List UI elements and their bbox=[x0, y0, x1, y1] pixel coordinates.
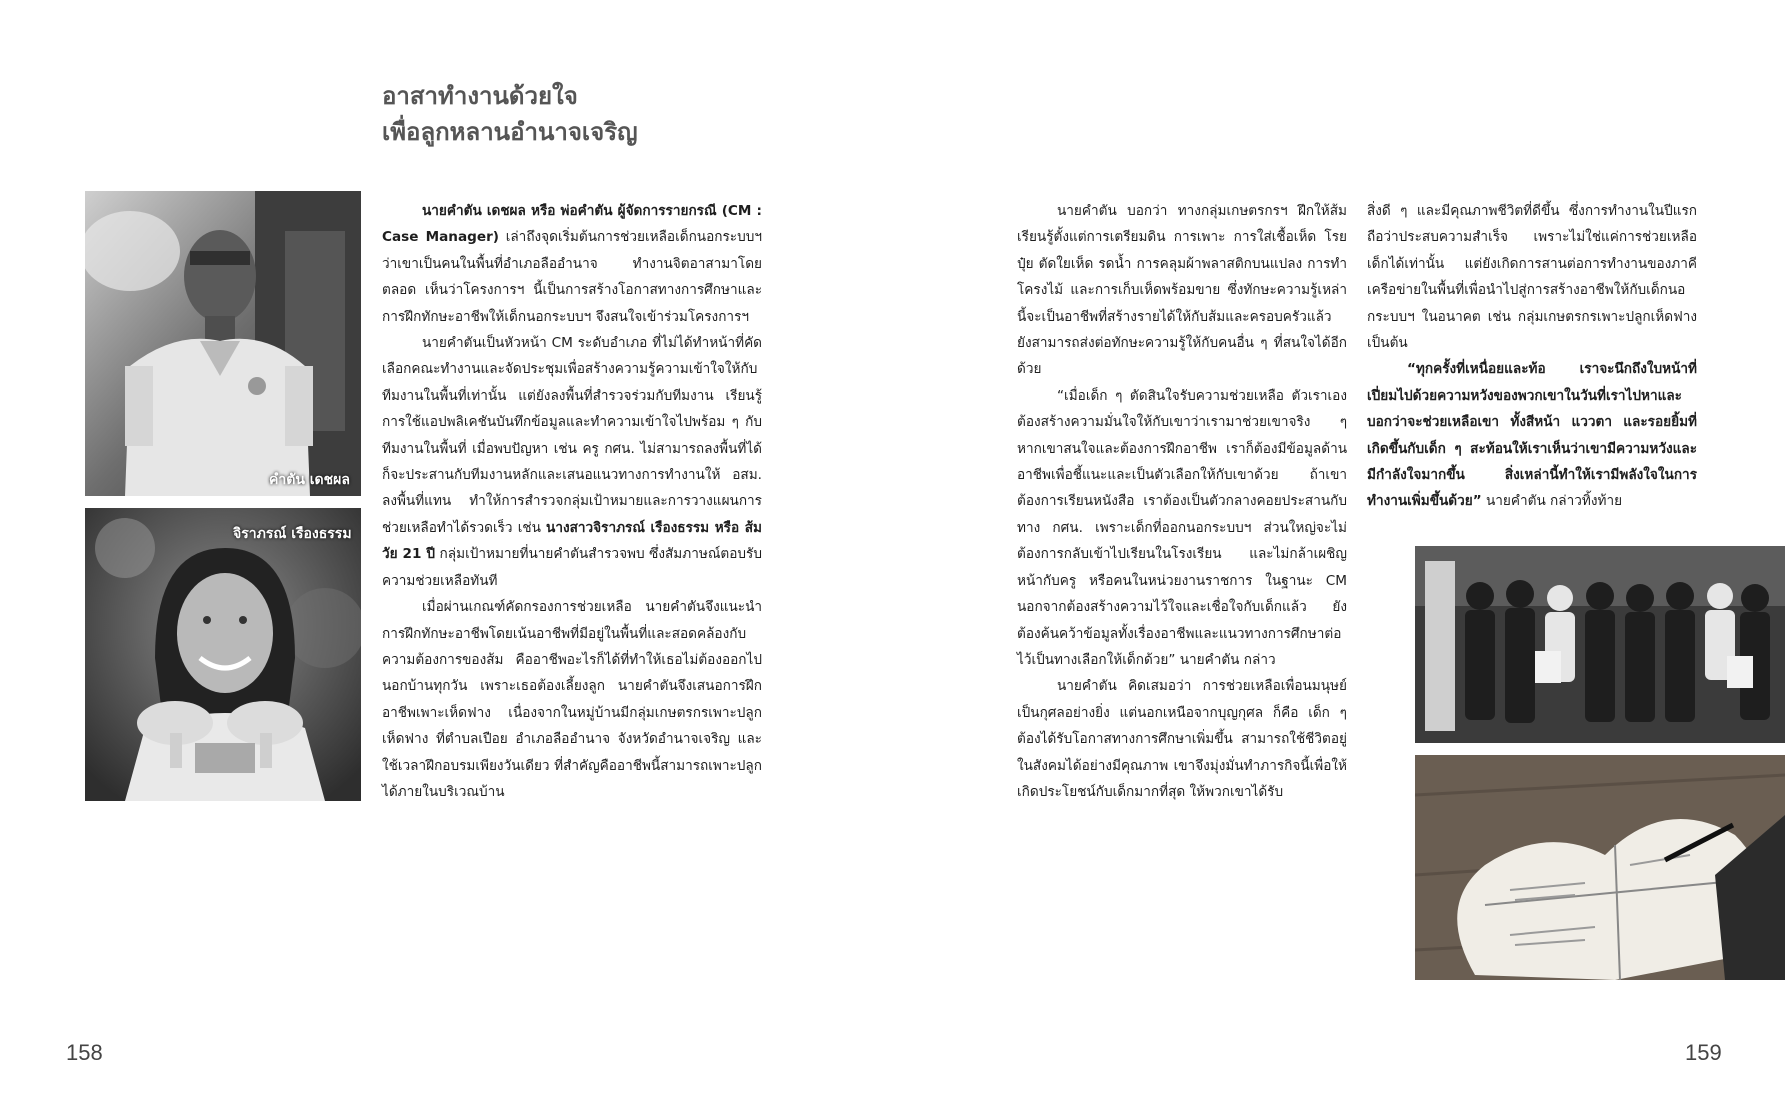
photo-girl-image bbox=[85, 508, 361, 801]
article-title bbox=[382, 78, 902, 150]
title-line-1: อาสาทำงานด้วยใจ bbox=[382, 82, 578, 110]
photo-group-image bbox=[1415, 546, 1785, 743]
text-column-3 bbox=[1367, 198, 1697, 515]
col2-paragraph-3: นายคำตัน คิดเสมอว่า การช่วยเหลือเพื่อนมนุษย์เป็นกุศลอย่างยิ่ง แต่นอกเหนือจากบุญกุศล ก็คือ เด็ก ๆ ต้องได้รับโอกาสทางการศึกษาเพิ่มขึ้น สามารถใช้ชีวิตอยู่ในสังคมได้อย่างมีคุณภาพ เขาจึงมุ่งมั่นทำภารกิจนี้เพื่อให้เกิดประโยชน์กับเด็กมากที่สุด ให้พวกเขาได้รับ bbox=[1017, 678, 1347, 800]
page-number-right: 159 bbox=[1685, 1040, 1722, 1065]
photo-girl-caption: จิราภรณ์ เรืองธรรม bbox=[233, 526, 352, 542]
col3-paragraph-1: สิ่งดี ๆ และมีคุณภาพชีวิตที่ดีขึ้น ซึ่งการทำงานในปีแรกถือว่าประสบความสำเร็จ เพราะไม่ใช่แค่การช่วยเหลือเด็กได้เท่านั้น แต่ยังเกิดการสานต่อการทำงานของภาคีเครือข่ายในพื้นที่เพื่อนำไปสู่การสร้างอาชีพให้กับเด็กนอกระบบฯ ในอนาคต เช่น กลุ่มเกษตรกรเพาะปลูกเห็ดฟาง เป็นต้น bbox=[1367, 203, 1697, 352]
photo-group bbox=[1415, 546, 1785, 743]
col2-paragraph-2: “เมื่อเด็ก ๆ ตัดสินใจรับความช่วยเหลือ ตัวเราเองต้องสร้างความมั่นใจให้กับเขาว่าเรามาช่วยเขาจริง ๆ หากเขาสนใจและต้องการฝึกอาชีพ เราก็ต้องมีข้อมูลด้านอาชีพเพื่อชี้แนะและเป็นตัวเลือกให้กับเขาด้วย ถ้าเขาต้องการเรียนหนังสือ เราต้องเป็นตัวกลางคอยประสานกับทาง กศน. เพราะเด็กที่ออกนอกระบบฯ ส่วนใหญ่จะไม่ต้องการกลับเข้าไปเรียนในโรงเรียน และไม่กล้าเผชิญหน้ากับครู หรือคนในหน่วยงานราชการ ในฐานะ CM นอกจากต้องสร้างความไว้ใจและเชื่อใจกับเด็กแล้ว ยังต้องค้นคว้าข้อมูลทั้งเรื่องอาชีพและแนวทางการศึกษาต่อไว้เป็นทางเลือกให้เด็กด้วย” นายคำตัน กล่าว bbox=[1017, 387, 1347, 668]
col1-paragraph-1 bbox=[382, 198, 762, 330]
col1-p2-text: นายคำตันเป็นหัวหน้า CM ระดับอำเภอ ที่ไม่ได้ทำหน้าที่คัดเลือกคณะทำงานและจัดประชุมเพื่อสร้างความรู้ความเข้าใจให้กับทีมงานในพื้นที่เท่านั้น แต่ยังลงพื้นที่สำรวจร่วมกับทีมงาน เรียนรู้การใช้แอปพลิเคชันบันทึกข้อมูลและทำความเข้าใจไปพร้อม ๆ กับทีมงานในพื้นที่ เมื่อพบปัญหา เช่น ครู กศน. ไม่สามารถลงพื้นที่ได้ ก็จะประสานกับทีมงานหลักและเสนอแนวทางการทำงานให้ อสม. ลงพื้นที่แทน ทำให้การสำรวจกลุ่มเป้าหมายและการวางแผนการช่วยเหลือทำได้รวดเร็ว เช่น bbox=[382, 335, 762, 536]
text-column-2 bbox=[1017, 198, 1347, 805]
col1-paragraph-3: เมื่อผ่านเกณฑ์คัดกรองการช่วยเหลือ นายคำตันจึงแนะนำการฝึกทักษะอาชีพโดยเน้นอาชีพที่มีอยู่ในพื้นที่และสอดคล้องกับความต้องการของส้ม คืออาชีพอะไรก็ได้ที่ทำให้เธอไม่ต้องออกไปนอกบ้านทุกวัน เพราะเธอต้องเลี้ยงลูก นายคำตันจึงเสนอการฝึกอาชีพเพาะเห็ดฟาง เนื่องจากในหมู่บ้านมีกลุ่มเกษตรกรเพาะปลูกเห็ดฟาง ที่ตำบลเปือย อำเภอลืออำนาจ จังหวัดอำนาจเจริญ และใช้เวลาฝึกอบรมเพียงวันเดียว ที่สำคัญคืออาชีพนี้สามารถเพาะปลูกได้ภายในบริเวณบ้าน bbox=[382, 599, 762, 800]
col3-p2-rest: นายคำตัน กล่าวทิ้งท้าย bbox=[1481, 493, 1623, 510]
photo-man bbox=[85, 191, 361, 496]
title-line-2: เพื่อลูกหลานอำนาจเจริญ bbox=[382, 118, 638, 146]
col3-paragraph-2 bbox=[1367, 356, 1697, 514]
col2-paragraph-1: นายคำตัน บอกว่า ทางกลุ่มเกษตรกรฯ ฝึกให้ส้มเรียนรู้ตั้งแต่การเตรียมดิน การเพาะ การใส่เชื้อเห็ด โรยปุ๋ย ตัดใยเห็ด รดน้ำ การคลุมผ้าพลาสติกบนแปลง การทำโครงไม้ และการเก็บเห็ดพร้อมขาย ซึ่งทักษะความรู้เหล่านี้จะเป็นอาชีพที่สร้างรายได้ให้กับส้มและครอบครัวแล้ว ยังสามารถส่งต่อทักษะความรู้ให้กับคนอื่น ๆ ที่สนใจได้อีกด้วย bbox=[1017, 203, 1347, 378]
col3-p2-bold-quote: “ทุกครั้งที่เหนื่อยและท้อ เราจะนึกถึงใบหน้าที่เปี่ยมไปด้วยความหวังของพวกเขาในวันที่เราไปหาและบอกว่าจะช่วยเหลือเขา ทั้งสีหน้า แววตา และรอยยิ้มที่เกิดขึ้นกับเด็ก ๆ สะท้อนให้เราเห็นว่าเขามีความหวังและมีกำลังใจมากขึ้น สิ่งเหล่านี้ทำให้เรามีพลังใจในการทำงานเพิ่มขึ้นด้วย” bbox=[1367, 361, 1697, 510]
photo-girl bbox=[85, 508, 361, 801]
photo-man-image bbox=[85, 191, 361, 496]
photo-man-caption: คำตัน เดชผล bbox=[269, 472, 350, 488]
col1-p1-rest: เล่าถึงจุดเริ่มต้นการช่วยเหลือเด็กนอกระบบฯ ว่าเขาเป็นคนในพื้นที่อำเภอลืออำนาจ ทำงานจิตอาสามาโดยตลอด เห็นว่าโครงการฯ นี้เป็นการสร้างโอกาสทางการศึกษาและการฝึกทักษะอาชีพให้เด็กนอกระบบฯ จึงสนใจเข้าร่วมโครงการฯ bbox=[382, 229, 762, 325]
photo-worksheet bbox=[1415, 755, 1785, 980]
photo-worksheet-image bbox=[1415, 755, 1785, 980]
col1-paragraph-2 bbox=[382, 330, 762, 594]
col1-p2-bold: นางสาวจิราภรณ์ เรืองธรรม หรือ ส้ม วัย 21 ปี bbox=[382, 519, 762, 563]
col1-p2-rest: กลุ่มเป้าหมายที่นายคำตันสำรวจพบ ซึ่งสัมภาษณ์ตอบรับความช่วยเหลือทันที bbox=[382, 546, 762, 589]
col1-p1-bold: นายคำตัน เดชผล หรือ พ่อคำตัน ผู้จัดการรายกรณี (CM : Case Manager) bbox=[382, 203, 762, 246]
text-column-1 bbox=[382, 198, 762, 805]
page-number-left: 158 bbox=[66, 1040, 103, 1065]
